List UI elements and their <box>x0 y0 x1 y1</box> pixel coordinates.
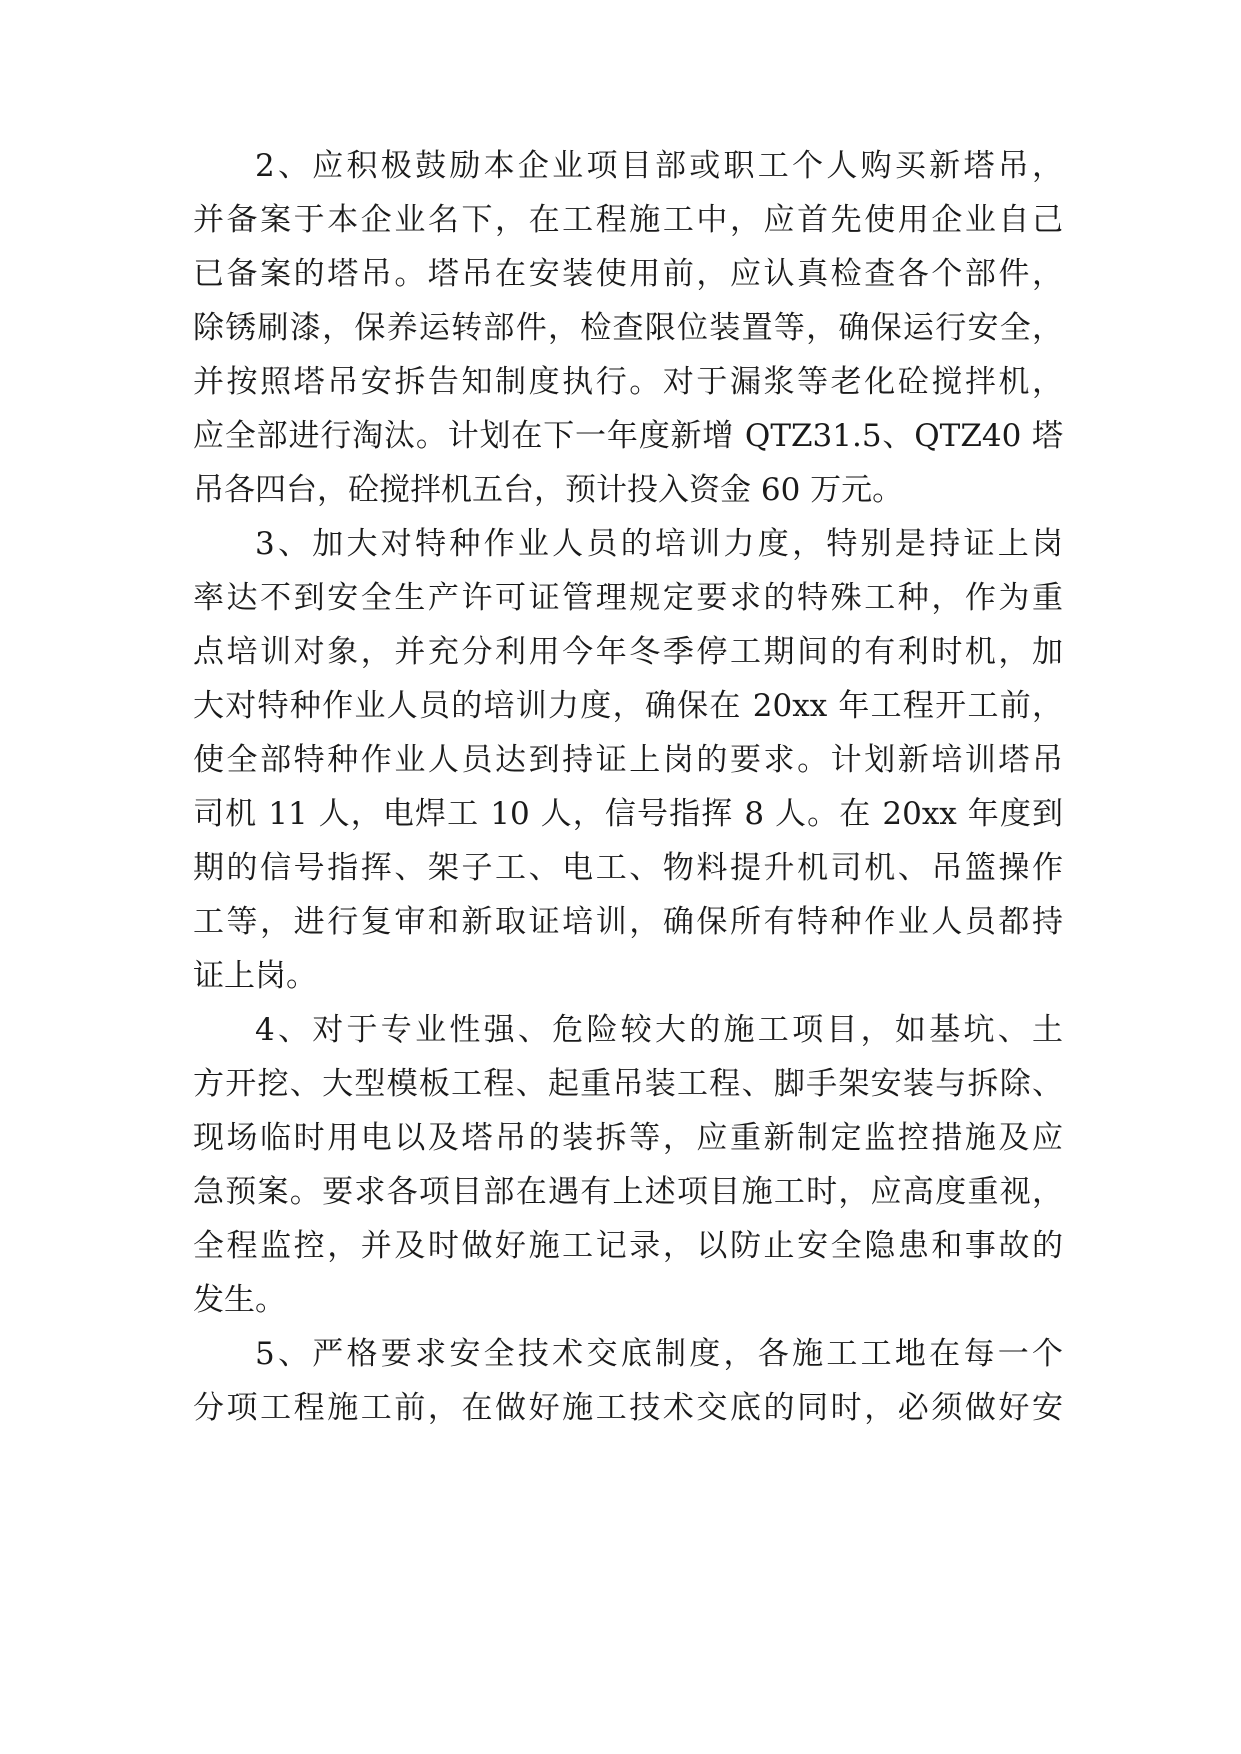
paragraph-3-line-3: 点培训对象，并充分利用今年冬季停工期间的有利时机，加 <box>193 634 1063 670</box>
paragraph-5-line-1: 5、严格要求安全技术交底制度，各施工工地在每一个 <box>255 1336 1063 1372</box>
paragraph-4-line-1: 4、对于专业性强、危险较大的施工项目，如基坑、土 <box>255 1012 1063 1048</box>
paragraph-2-line-5: 并按照塔吊安拆告知制度执行。对于漏浆等老化砼搅拌机， <box>193 364 1063 400</box>
paragraph-5-line-2: 分项工程施工前，在做好施工技术交底的同时，必须做好安 <box>193 1390 1063 1426</box>
paragraph-2-line-6: 应全部进行淘汰。计划在下一年度新增 QTZ31.5、QTZ40 塔 <box>193 418 1063 454</box>
paragraph-3-line-5: 使全部特种作业人员达到持证上岗的要求。计划新培训塔吊 <box>193 742 1063 778</box>
paragraph-4-line-6: 发生。 <box>193 1282 286 1318</box>
paragraph-3-line-6: 司机 11 人，电焊工 10 人，信号指挥 8 人。在 20xx 年度到 <box>193 796 1063 832</box>
paragraph-2-line-1: 2、应积极鼓励本企业项目部或职工个人购买新塔吊， <box>255 148 1063 184</box>
paragraph-3-line-4: 大对特种作业人员的培训力度，确保在 20xx 年工程开工前， <box>193 688 1063 724</box>
paragraph-4-line-4: 急预案。要求各项目部在遇有上述项目施工时，应高度重视， <box>193 1174 1063 1210</box>
paragraph-3-line-9: 证上岗。 <box>193 958 317 994</box>
paragraph-3-line-8: 工等，进行复审和新取证培训，确保所有特种作业人员都持 <box>193 904 1063 940</box>
paragraph-4-line-2: 方开挖、大型模板工程、起重吊装工程、脚手架安装与拆除、 <box>193 1066 1063 1102</box>
paragraph-4-line-3: 现场临时用电以及塔吊的装拆等，应重新制定监控措施及应 <box>193 1120 1063 1156</box>
paragraph-3-line-1: 3、加大对特种作业人员的培训力度，特别是持证上岗 <box>255 526 1063 562</box>
paragraph-2-line-4: 除锈刷漆，保养运转部件，检查限位装置等，确保运行安全， <box>193 310 1063 346</box>
paragraph-2-line-2: 并备案于本企业名下，在工程施工中，应首先使用企业自己 <box>193 202 1063 238</box>
paragraph-2-line-7: 吊各四台，砼搅拌机五台，预计投入资金 60 万元。 <box>193 472 904 508</box>
paragraph-2-line-3: 已备案的塔吊。塔吊在安装使用前，应认真检查各个部件， <box>193 256 1063 292</box>
paragraph-4-line-5: 全程监控，并及时做好施工记录，以防止安全隐患和事故的 <box>193 1228 1063 1264</box>
paragraph-3-line-2: 率达不到安全生产许可证管理规定要求的特殊工种，作为重 <box>193 580 1063 616</box>
paragraph-3-line-7: 期的信号指挥、架子工、电工、物料提升机司机、吊篮操作 <box>193 850 1063 886</box>
